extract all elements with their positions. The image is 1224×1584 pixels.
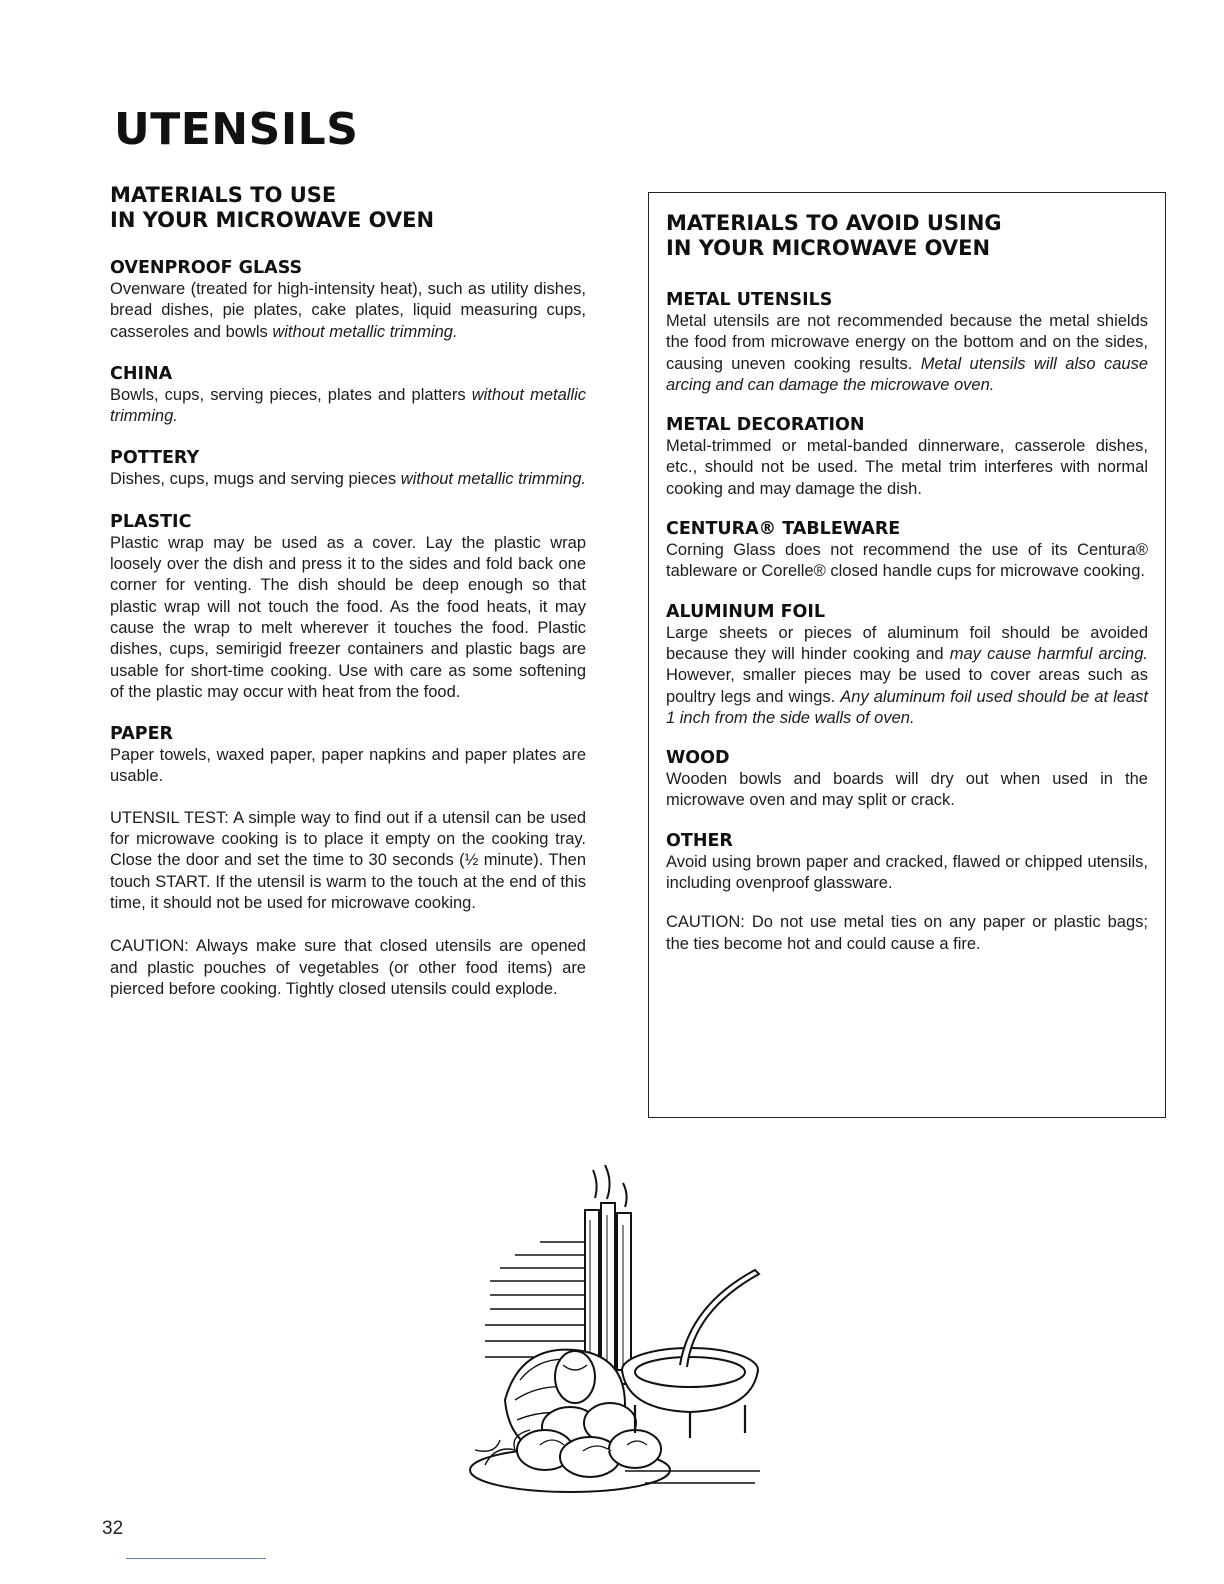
materials-to-use-heading bbox=[110, 183, 586, 233]
metal-decoration-section bbox=[666, 414, 1148, 500]
wood-section bbox=[666, 747, 1148, 812]
paper-section bbox=[110, 723, 586, 788]
ovenproof-glass-text: Ovenware (treated for high-intensity heat), such as utility dishes, bread dishes, pie plates, cake plates, liquid measuring cups, casseroles and bowls without metallic trimming. bbox=[110, 280, 586, 341]
metal-decoration-title: METAL DECORATION bbox=[666, 415, 865, 436]
other-section bbox=[666, 830, 1148, 895]
wood-text: Wooden bowls and boards will dry out when used in the microwave oven and may split or crack. bbox=[666, 770, 1148, 810]
centura-tableware-title: CENTURA® TABLEWARE bbox=[666, 519, 901, 540]
pottery-section bbox=[110, 447, 586, 490]
metal-utensils-text: Metal utensils are not recommended because the metal shields the food from microwave energy on the bottom and on the sides, causing uneven cooking results. Metal utensils will also cause arcing and can damage the microwave oven. bbox=[666, 312, 1148, 394]
centura-tableware-section bbox=[666, 518, 1148, 583]
wood-title: WOOD bbox=[666, 748, 730, 769]
materials-to-use-column bbox=[110, 183, 586, 1022]
page-title: UTENSILS bbox=[114, 104, 359, 155]
pottery-text: Dishes, cups, mugs and serving pieces without metallic trimming. bbox=[110, 470, 586, 489]
ovenproof-glass-title: OVENPROOF GLASS bbox=[110, 258, 303, 278]
aluminum-foil-text: Large sheets or pieces of aluminum foil should be avoided because they will hinder cooking and may cause harmful arcing. However, smaller pieces may be used to cover areas such as poultry legs and wings. Any aluminum foil used should be at least 1 inch from the side walls of oven. bbox=[666, 623, 1148, 727]
other-text: Avoid using brown paper and cracked, flawed or chipped utensils, including ovenproof glassware. bbox=[666, 852, 1148, 893]
metal-utensils-title: METAL UTENSILS bbox=[666, 290, 833, 310]
plastic-section bbox=[110, 511, 586, 703]
heading-line-2: IN YOUR MICROWAVE OVEN bbox=[110, 208, 435, 232]
metal-decoration-text: Metal-trimmed or metal-banded dinnerware, casserole dishes, etc., should not be used. The metal trim interferes with normal cooking and may damage the dish. bbox=[666, 437, 1148, 498]
materials-to-avoid-heading bbox=[666, 211, 1148, 261]
pottery-title: POTTERY bbox=[110, 448, 200, 469]
paper-text: Paper towels, waxed paper, paper napkins and paper plates are usable. bbox=[110, 746, 586, 786]
plastic-text: Plastic wrap may be used as a cover. Lay the plastic wrap loosely over the dish and press it to the sides and fold back one corner for venting. The dish should be deep enough so that plastic wrap will not touch the food. As the food heats, it may cause the wrap to melt wherever it touches the food. Plastic dishes, cups, semirigid freezer containers and plastic bags are usable for short-time cooking. Use with care as some softening of the plastic may occur with heat from the food. bbox=[110, 533, 586, 701]
ovenproof-glass-section bbox=[110, 257, 586, 343]
paper-title: PAPER bbox=[110, 724, 174, 745]
right-caution-text: CAUTION: Do not use metal ties on any paper or plastic bags; the ties become hot and could cause a fire. bbox=[666, 913, 1148, 953]
heading-line-2: IN YOUR MICROWAVE OVEN bbox=[666, 236, 991, 260]
metal-utensils-section bbox=[666, 289, 1148, 396]
background-hatching bbox=[485, 1242, 585, 1357]
china-title: CHINA bbox=[110, 363, 173, 384]
footer-divider bbox=[126, 1558, 266, 1559]
other-title: OTHER bbox=[666, 830, 733, 851]
page-number: 32 bbox=[102, 1518, 124, 1539]
left-caution-text: CAUTION: Always make sure that closed utensils are opened and plastic pouches of vegetables (or other food items) are pierced before cooking. Tightly closed utensils could explode. bbox=[110, 937, 586, 998]
plastic-title: PLASTIC bbox=[110, 511, 192, 532]
aluminum-foil-section bbox=[666, 601, 1148, 729]
dinner-table-illustration bbox=[445, 1165, 805, 1505]
centura-tableware-text: Corning Glass does not recommend the use of its Centura® tableware or Corelle® closed handle cups for microwave cooking. bbox=[666, 541, 1148, 581]
materials-to-avoid-box bbox=[648, 192, 1166, 1118]
china-section bbox=[110, 363, 586, 428]
heading-line-1: MATERIALS TO USE bbox=[110, 183, 337, 207]
heading-line-1: MATERIALS TO AVOID USING bbox=[666, 211, 1002, 235]
china-text: Bowls, cups, serving pieces, plates and platters without metallic trimming. bbox=[110, 385, 587, 426]
aluminum-foil-title: ALUMINUM FOIL bbox=[666, 601, 826, 622]
utensil-test-text: UTENSIL TEST: A simple way to find out if a utensil can be used for microwave cooking is to place it empty on the cooking tray. Close the door and set the time to 30 seconds (½ minute). Then touch START. If the utensil is warm to the touch at the end of this time, it should not be used for microwave cooking. bbox=[110, 808, 586, 912]
